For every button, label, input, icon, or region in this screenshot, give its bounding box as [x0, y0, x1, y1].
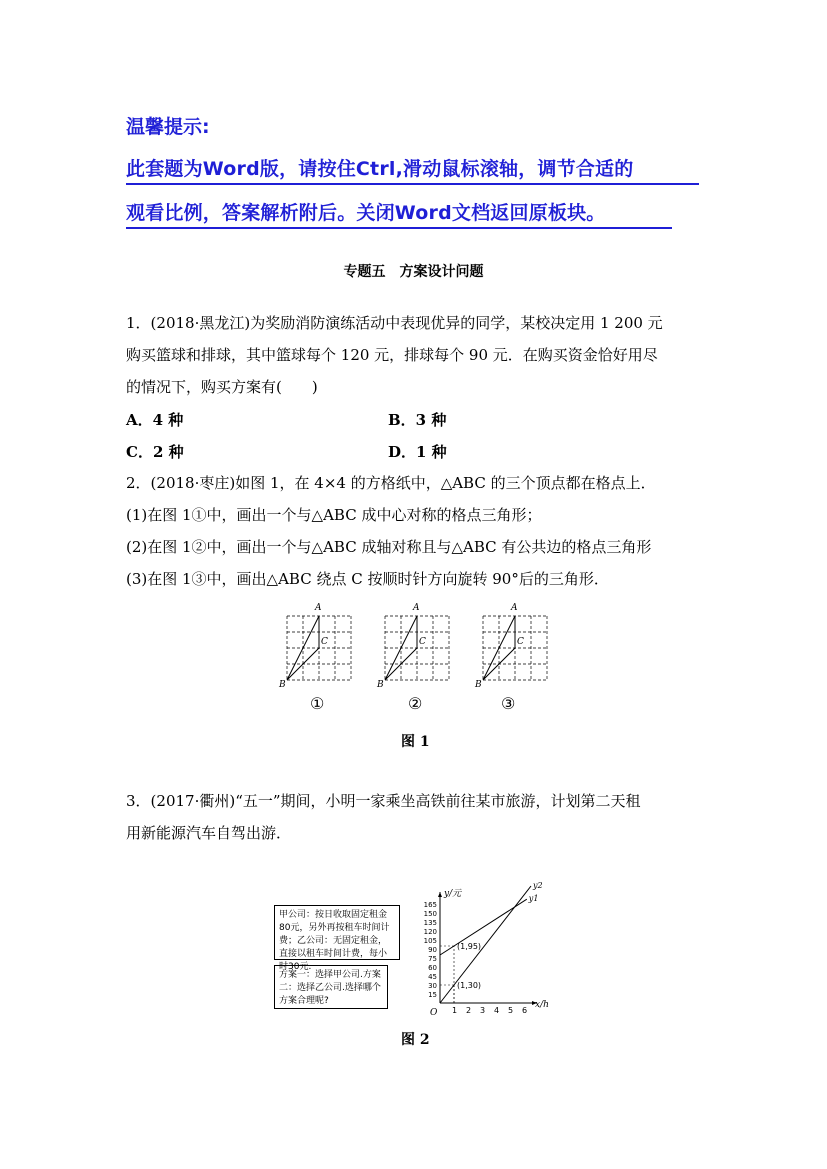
grid2-caption: ② — [408, 694, 423, 713]
y-tick-label: 60 — [428, 964, 437, 972]
q1-option-d: D．1 种 — [388, 443, 447, 461]
q2-line-1: 2．(2018·枣庄)如图 1，在 4×4 的方格纸中，△ABC 的三个顶点都在格点上． — [126, 474, 656, 492]
grid1-label-a: A — [315, 603, 322, 613]
q1-option-c: C．2 种 — [126, 443, 184, 461]
point-annotation: (1,95) — [457, 942, 482, 951]
y-tick-label: 30 — [428, 982, 437, 990]
grid3-label-a: A — [511, 603, 518, 613]
grid3-label-b: B — [475, 680, 482, 688]
q1-line-2: 购买篮球和排球，其中篮球每个 120 元，排球每个 90 元．在购买资金恰好用尽 — [126, 346, 658, 364]
tip-line-2: 观看比例，答案解析附后。关闭Word文档返回原板块。 — [126, 198, 672, 229]
q2-line-4: (3)在图 1③中，画出△ABC 绕点 C 按顺时针方向旋转 90°后的三角形． — [126, 570, 609, 588]
tip-line-1: 此套题为Word版，请按住Ctrl,滑动鼠标滚轴，调节合适的 — [126, 154, 699, 185]
tip-heading: 温馨提示: — [126, 116, 210, 138]
grid1-label-c: C — [321, 637, 328, 647]
q1-line-3: 的情况下，购买方案有( ) — [126, 378, 318, 396]
q1-line-1: 1．(2018·黑龙江)为奖励消防演练活动中表现优异的同学，某校决定用 1 200 元 — [126, 314, 663, 332]
figure-2-caption: 图 2 — [401, 1032, 430, 1048]
grid1-caption: ① — [310, 694, 325, 713]
q3-line-2: 用新能源汽车自驾出游． — [126, 824, 292, 842]
grid-figure-1 — [278, 596, 358, 688]
y-tick-label: 165 — [423, 901, 437, 909]
series-line-y2 — [440, 886, 531, 1003]
y-tick-label: 15 — [428, 991, 437, 999]
y-axis-arrow — [438, 892, 442, 897]
y-tick-label: 105 — [423, 937, 437, 945]
point-annotation: (1,30) — [457, 981, 482, 990]
plan-info-box: 方案一：选择甲公司.方案二：选择乙公司.选择哪个方案合理呢? — [274, 965, 388, 1009]
grid-figure-3 — [474, 596, 554, 688]
grid2-label-a: A — [413, 603, 420, 613]
company-info-box: 甲公司：按日收取固定租金80元，另外再按租车时间计费；乙公司：无固定租金，直接以租车时间计费，每小时30元. — [274, 905, 400, 960]
y-tick-label: 120 — [423, 928, 437, 936]
y-tick-label: 150 — [423, 910, 437, 918]
page-title: 专题五 方案设计问题 — [343, 264, 484, 280]
y-tick-label: 135 — [423, 919, 437, 927]
q2-line-2: (1)在图 1①中，画出一个与△ABC 成中心对称的格点三角形； — [126, 506, 542, 524]
y-tick-label: 90 — [428, 946, 437, 954]
x-tick-label: 3 — [480, 1006, 486, 1015]
grid2-label-c: C — [419, 637, 426, 647]
origin-label: O — [430, 1008, 438, 1017]
y-tick-label: 45 — [428, 973, 437, 981]
series-label-y1: y1 — [528, 894, 539, 904]
grid-figure-2 — [376, 596, 456, 688]
cost-line-chart — [416, 877, 566, 1017]
x-tick-label: 1 — [452, 1006, 458, 1015]
q2-line-3: (2)在图 1②中，画出一个与△ABC 成轴对称且与△ABC 有公共边的格点三角形 — [126, 538, 652, 556]
y-tick-label: 75 — [428, 955, 437, 963]
x-tick-label: 6 — [522, 1006, 528, 1015]
q3-line-1: 3．(2017·衢州)“五一”期间，小明一家乘坐高铁前往某市旅游，计划第二天租 — [126, 792, 641, 810]
x-tick-label: 5 — [508, 1006, 514, 1015]
y-axis-label: y/元 — [444, 889, 462, 899]
grid3-label-c: C — [517, 637, 524, 647]
q1-option-b: B．3 种 — [388, 411, 447, 429]
figure-1-caption: 图 1 — [401, 734, 430, 750]
x-tick-label: 4 — [494, 1006, 500, 1015]
grid1-label-b: B — [279, 680, 286, 688]
q1-option-a: A．4 种 — [126, 411, 184, 429]
grid3-caption: ③ — [501, 694, 516, 713]
grid2-label-b: B — [377, 680, 384, 688]
series-label-y2: y2 — [533, 881, 543, 890]
x-tick-label: 2 — [466, 1006, 472, 1015]
x-axis-label: x/h — [535, 1000, 549, 1010]
